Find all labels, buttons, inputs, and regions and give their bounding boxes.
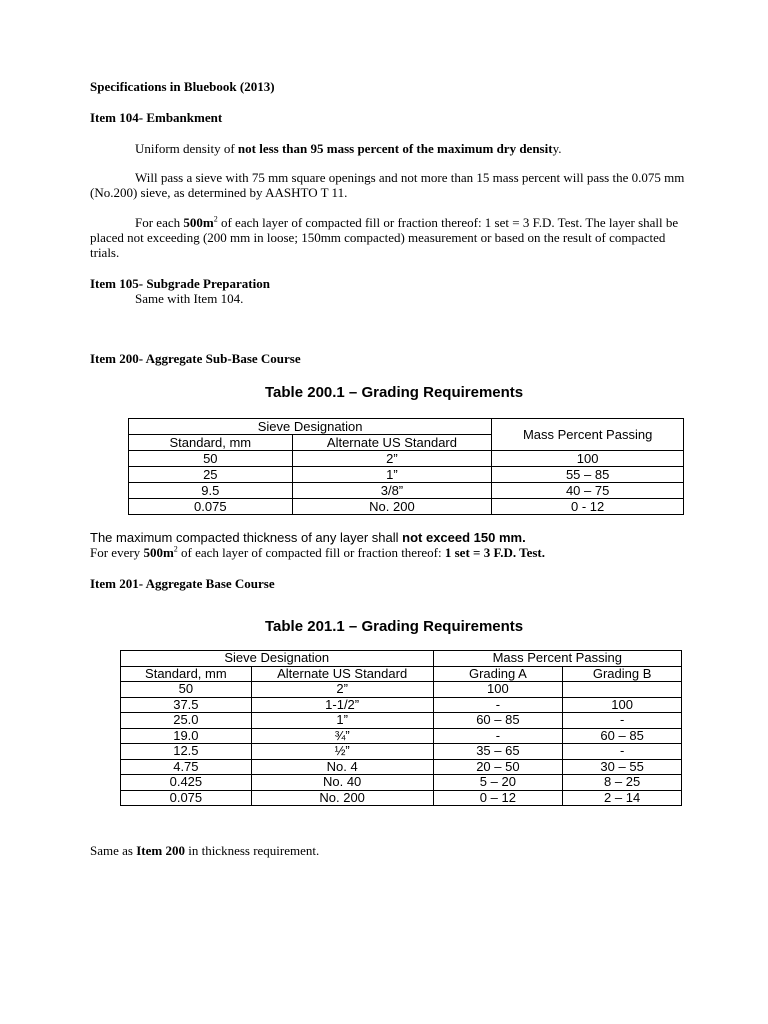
item-104-heading: Item 104- Embankment bbox=[90, 110, 223, 125]
table-row: 0.075 No. 200 0 - 12 bbox=[129, 499, 684, 515]
table-200-1 bbox=[128, 418, 684, 515]
table-row: 19.0 ¾” - 60 – 85 bbox=[121, 728, 682, 744]
item-104-layer-paragraph: For each $500m^2$ of each layer of compacted fill or fraction thereof: 1 set = 3 F.D. Test. The layer shall be placed not exceeding (200 mm in loose; 150mm compacted) measurement or based on the result of compacted trials. bbox=[90, 214, 679, 260]
header-sieve-designation: Sieve Designation bbox=[129, 419, 492, 435]
table-row: 9.5 3/8” 40 – 75 bbox=[129, 483, 684, 499]
header-grading-a: Grading A bbox=[433, 666, 563, 682]
table-200-1-title: Table 200.1 – Grading Requirements bbox=[265, 384, 524, 401]
table-row: 25.0 1” 60 – 85 - bbox=[121, 713, 682, 729]
header-mass-percent-passing: Mass Percent Passing bbox=[492, 419, 684, 451]
document-title: Specifications in Bluebook (2013) bbox=[90, 79, 275, 94]
header-alternate-us-standard: Alternate US Standard bbox=[292, 435, 492, 451]
header-standard-mm: Standard, mm bbox=[129, 435, 293, 451]
table-row: 50 2” 100 bbox=[129, 451, 684, 467]
table-row bbox=[121, 666, 682, 682]
table-row: 12.5 ½” 35 – 65 - bbox=[121, 744, 682, 760]
item-104-sieve-paragraph: Will pass a sieve with 75 mm square openings and not more than 15 mass percent will pass the 0.075 mm (No.200) sieve, as determined by AASHTO T 11. bbox=[90, 170, 685, 200]
header-alternate-us-standard: Alternate US Standard bbox=[251, 666, 433, 682]
item-105-heading: Item 105- Subgrade Preparation bbox=[90, 276, 270, 291]
header-grading-b: Grading B bbox=[563, 666, 682, 682]
item-201-heading: Item 201- Aggregate Base Course bbox=[90, 576, 275, 591]
item-201-footer-note: Same as Item 200 in thickness requirement. bbox=[90, 843, 320, 858]
header-sieve-designation: Sieve Designation bbox=[121, 651, 434, 667]
table-row bbox=[129, 419, 684, 435]
table-row: 4.75 No. 4 20 – 50 30 – 55 bbox=[121, 759, 682, 775]
item-200-heading: Item 200- Aggregate Sub-Base Course bbox=[90, 351, 301, 366]
table-row: 0.075 No. 200 0 – 12 2 – 14 bbox=[121, 790, 682, 806]
table-201-1 bbox=[120, 650, 682, 806]
table-201-1-title: Table 201.1 – Grading Requirements bbox=[265, 618, 524, 635]
item-104-density-paragraph: Uniform density of not less than 95 mass percent of the maximum dry density. bbox=[135, 141, 562, 156]
item-200-test-note: For every $500m^2$ of each layer of compacted fill or fraction thereof: 1 set = 3 F.D. Test. bbox=[90, 544, 545, 560]
table-row: 50 2” 100 bbox=[121, 682, 682, 698]
table-row: 25 1” 55 – 85 bbox=[129, 467, 684, 483]
item-200-thickness-note: The maximum compacted thickness of any layer shall not exceed 150 mm. bbox=[90, 530, 526, 545]
table-row: 37.5 1-1/2” - 100 bbox=[121, 697, 682, 713]
header-mass-percent-passing: Mass Percent Passing bbox=[433, 651, 681, 667]
header-standard-mm: Standard, mm bbox=[121, 666, 252, 682]
item-105-text: Same with Item 104. bbox=[135, 291, 244, 306]
table-row bbox=[121, 651, 682, 667]
table-row: 0.425 No. 40 5 – 20 8 – 25 bbox=[121, 775, 682, 791]
